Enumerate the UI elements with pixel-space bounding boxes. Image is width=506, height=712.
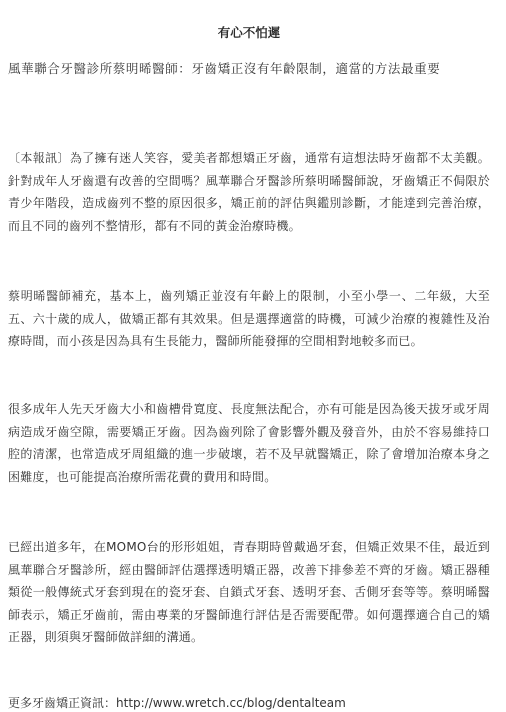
article-subtitle: 風華聯合牙醫診所蔡明晞醫師：牙齒矯正沒有年齡限制，適當的方法最重要 (8, 61, 441, 76)
paragraph-adult-causes: 很多成年人先天牙齒大小和齒槽骨寬度、長度無法配合，亦有可能是因為後天拔牙或牙周病造成牙齒空隙，需要矯正牙齒。因為齒列除了會影響外觀及發音外，由於不容易維持口腔的清潔，也常造成牙周組織的進一步破壞，若不及早就醫矯正，除了會增加治療本身之困難度，也可能提高治療所需花費的費用和時間。 (8, 402, 490, 484)
paragraph-age-limit: 蔡明晞醫師補充，基本上，齒列矯正並沒有年齡上的限制，小至小學一、二年級，大至五、六十歲的成人，做矯正都有其效果。但是選擇適當的時機，可減少治療的複雜性及治療時間，而小孩是因為具有生長能力，醫師所能發揮的空間相對地較多而已。 (8, 289, 490, 349)
more-info-line (8, 694, 490, 712)
more-info-label: 更多牙齒矯正資訊： (8, 696, 117, 710)
more-info-link[interactable]: http://www.wretch.cc/blog/dentalteam (116, 696, 346, 710)
paragraph-case-story: 已經出道多年，在MOMO台的形形姐姐，青春期時曾戴過牙套，但矯正效果不佳，最近到風華聯合牙醫診所，經由醫師評估選擇透明矯正器，改善下排參差不齊的牙齒。矯正器種類從一般傳統式牙套到現在的瓷牙套、自鎖式牙套、透明牙套、舌側牙套等等。蔡明晞醫師表示，矯正牙齒前，需由專業的牙醫師進行評估是否需要配帶。如何選擇適合自己的矯正器，則須與牙醫師做詳細的溝通。 (8, 540, 490, 645)
article-title: 有心不怕遲 (217, 25, 281, 40)
paragraph-intro: 〔本報訊〕為了擁有迷人笑容，愛美者都想矯正牙齒，通常有這想法時牙齒都不太美觀。針對成年人牙齒還有改善的空間嗎？風華聯合牙醫診所蔡明晞醫師說，牙齒矯正不侷限於青少年階段，造成齒列不整的原因很多，矯正前的評估與鑑別診斷，才能達到完善治療，而且不同的齒列不整情形，都有不同的黃金治療時機。 (8, 151, 490, 233)
